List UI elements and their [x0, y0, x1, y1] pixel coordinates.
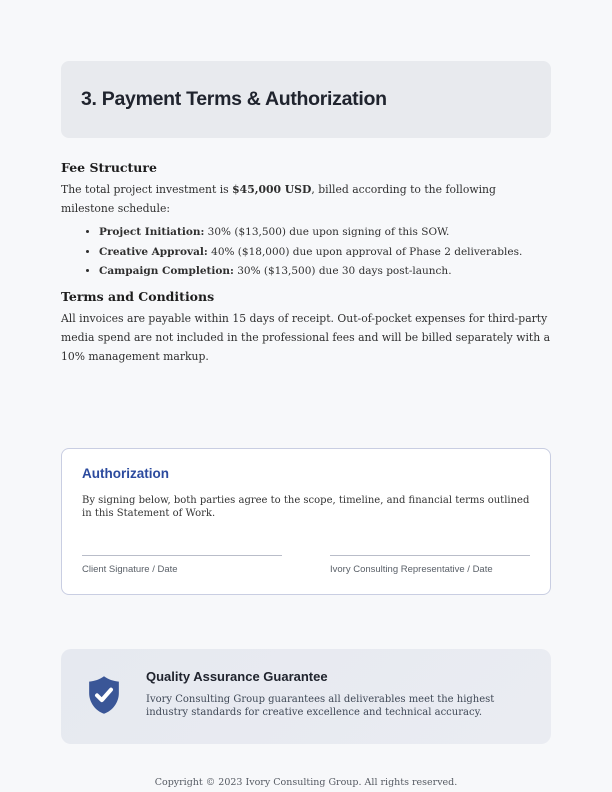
authorization-body: By signing below, both parties agree to the scope, timeline, and financial terms outlined in this Statement of Work.	[82, 494, 530, 519]
copyright-footer: Copyright © 2023 Ivory Consulting Group. All rights reserved.	[154, 776, 458, 788]
client-signature-block	[82, 555, 282, 575]
signature-row	[82, 555, 530, 575]
shield-check-icon	[82, 673, 126, 721]
client-signature-label: Client Signature / Date	[82, 563, 178, 575]
section-title-banner	[61, 61, 551, 138]
quality-guarantee-callout	[61, 649, 551, 744]
milestone-label: Creative Approval:	[99, 245, 208, 258]
milestone-label: Campaign Completion:	[99, 265, 234, 277]
milestone-item	[99, 262, 551, 282]
terms-body: All invoices are payable within 15 days of receipt. Out-of-pocket expenses for third-party media spend are not included in the professional fees and will be billed separately with a 10% management markup.	[61, 311, 551, 363]
milestone-item	[99, 243, 551, 263]
authorization-card	[61, 448, 551, 595]
milestone-list	[61, 223, 551, 282]
milestone-item	[99, 223, 551, 243]
milestone-label: Project Initiation:	[99, 226, 205, 238]
fee-structure-intro	[61, 180, 551, 218]
terms-heading: Terms and Conditions	[61, 288, 215, 304]
fee-structure-section	[61, 160, 551, 366]
representative-signature-label: Ivory Consulting Representative / Date	[330, 563, 493, 575]
milestone-text: 40% ($18,000) due upon approval of Phase 2 deliverables.	[207, 245, 523, 258]
fee-total-amount: $45,000 USD	[232, 183, 312, 196]
page-title: 3. Payment Terms & Authorization	[81, 88, 387, 110]
quality-guarantee-heading: Quality Assurance Guarantee	[146, 668, 328, 684]
milestone-text: 30% ($13,500) due 30 days post-launch.	[233, 265, 452, 277]
fee-intro-prefix: The total project investment is	[61, 183, 233, 196]
quality-guarantee-body: Ivory Consulting Group guarantees all deliverables meet the highest industry standards for creative excellence and technical accuracy.	[146, 693, 495, 718]
representative-signature-block	[330, 555, 530, 575]
fee-structure-heading: Fee Structure	[61, 160, 157, 175]
authorization-heading: Authorization	[82, 465, 169, 481]
quality-guarantee-content	[146, 669, 511, 720]
milestone-text: 30% ($13,500) due upon signing of this SOW.	[204, 226, 450, 238]
fee-intro-suffix: , billed according to the following milestone schedule:	[61, 183, 496, 215]
